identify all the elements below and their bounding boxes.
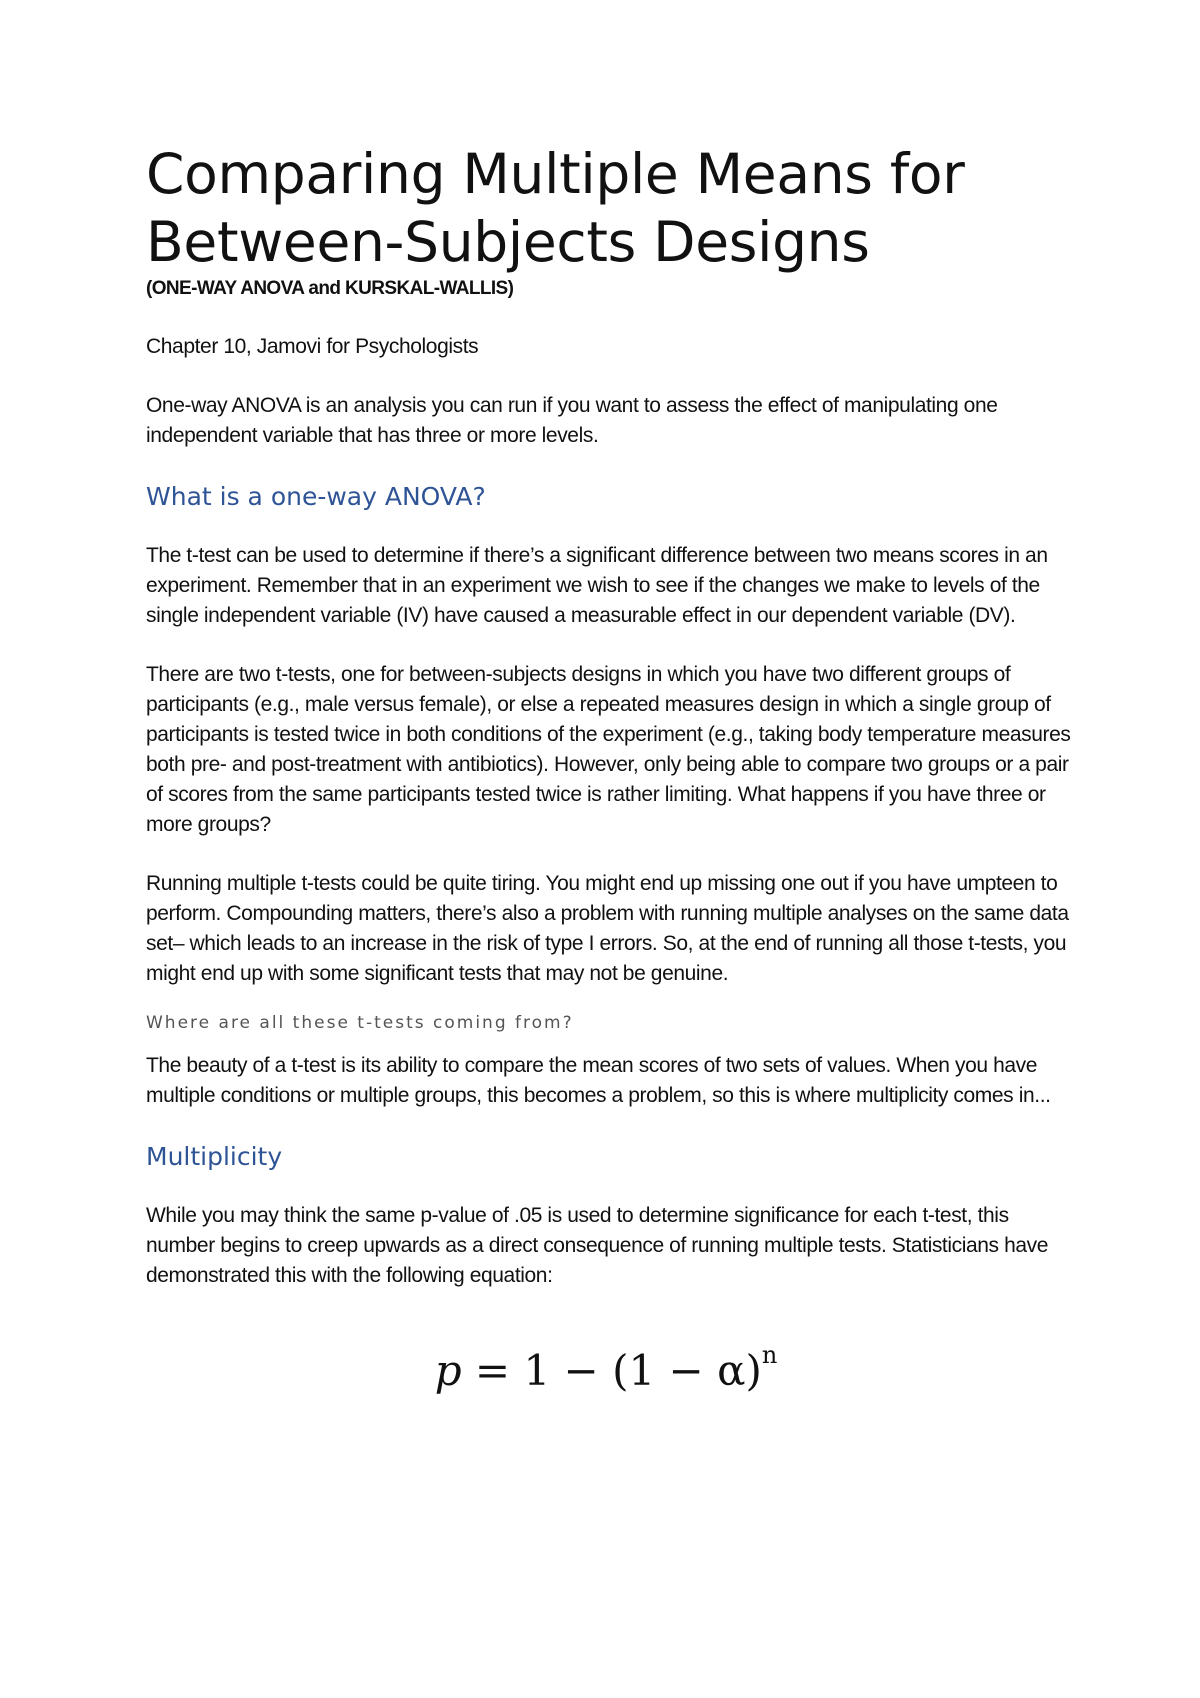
chapter-reference: Chapter 10, Jamovi for Psychologists [146,335,479,358]
equation-lhs: p [434,1346,462,1395]
paragraph-multiple-t-tests: Running multiple t-tests could be quite tiring. You might end up missing one out if you have umpteen to perform. Compounding matters, there’s also a problem with running multiple analyses on the same data set– which leads to an increase in the risk of type I errors. So, at the end of running all those t-tests, you might end up with some significant tests that may not be genuine. [146,872,1069,985]
subsection-heading-t-tests: Where are all these t-tests coming from? [146,1013,574,1033]
paragraph-t-test: The t-test can be used to determine if there’s a significant difference between two means scores in an experiment. Remember that in an experiment we wish to see if the changes we make to levels of the single independent variable (IV) have caused a measurable effect in our dependent variable (DV). [146,544,1048,627]
title-line-2: Between-Subjects Designs [146,210,870,274]
familywise-error-equation [146,1341,1076,1395]
title-line-1: Comparing Multiple Means for [146,142,965,206]
equation-exponent: n [761,1341,778,1369]
paragraph-two-t-tests: There are two t-tests, one for between-subjects designs in which you have two different groups of participants (e.g., male versus female), or else a repeated measures design in which a single group of participants is tested twice in both conditions of the experiment (e.g., taking body temperature measures both pre- and post-treatment with antibiotics). However, only being able to compare two groups or a pair of scores from the same participants tested twice is rather limiting. What happens if you have three or more groups? [146,663,1071,836]
equation-rhs: = 1 − (1 − α) [461,1346,762,1395]
section-heading-multiplicity: Multiplicity [146,1142,283,1171]
intro-paragraph: One-way ANOVA is an analysis you can run if you want to assess the effect of manipulating one independent variable that has three or more levels. [146,394,998,447]
section-heading-one-way-anova: What is a one-way ANOVA? [146,482,486,511]
document-title [146,140,1076,276]
paragraph-multiplicity: While you may think the same p-value of .05 is used to determine significance for each t-test, this number begins to creep upwards as a direct consequence of running multiple tests. Statisticians have demonstrated this with the following equation: [146,1204,1049,1287]
document-subtitle: (ONE-WAY ANOVA and KURSKAL-WALLIS) [146,278,514,299]
document-page [146,140,1076,1395]
paragraph-beauty-of-t-test: The beauty of a t-test is its ability to compare the mean scores of two sets of values. When you have multiple conditions or multiple groups, this becomes a problem, so this is where multiplicity comes in... [146,1054,1051,1107]
